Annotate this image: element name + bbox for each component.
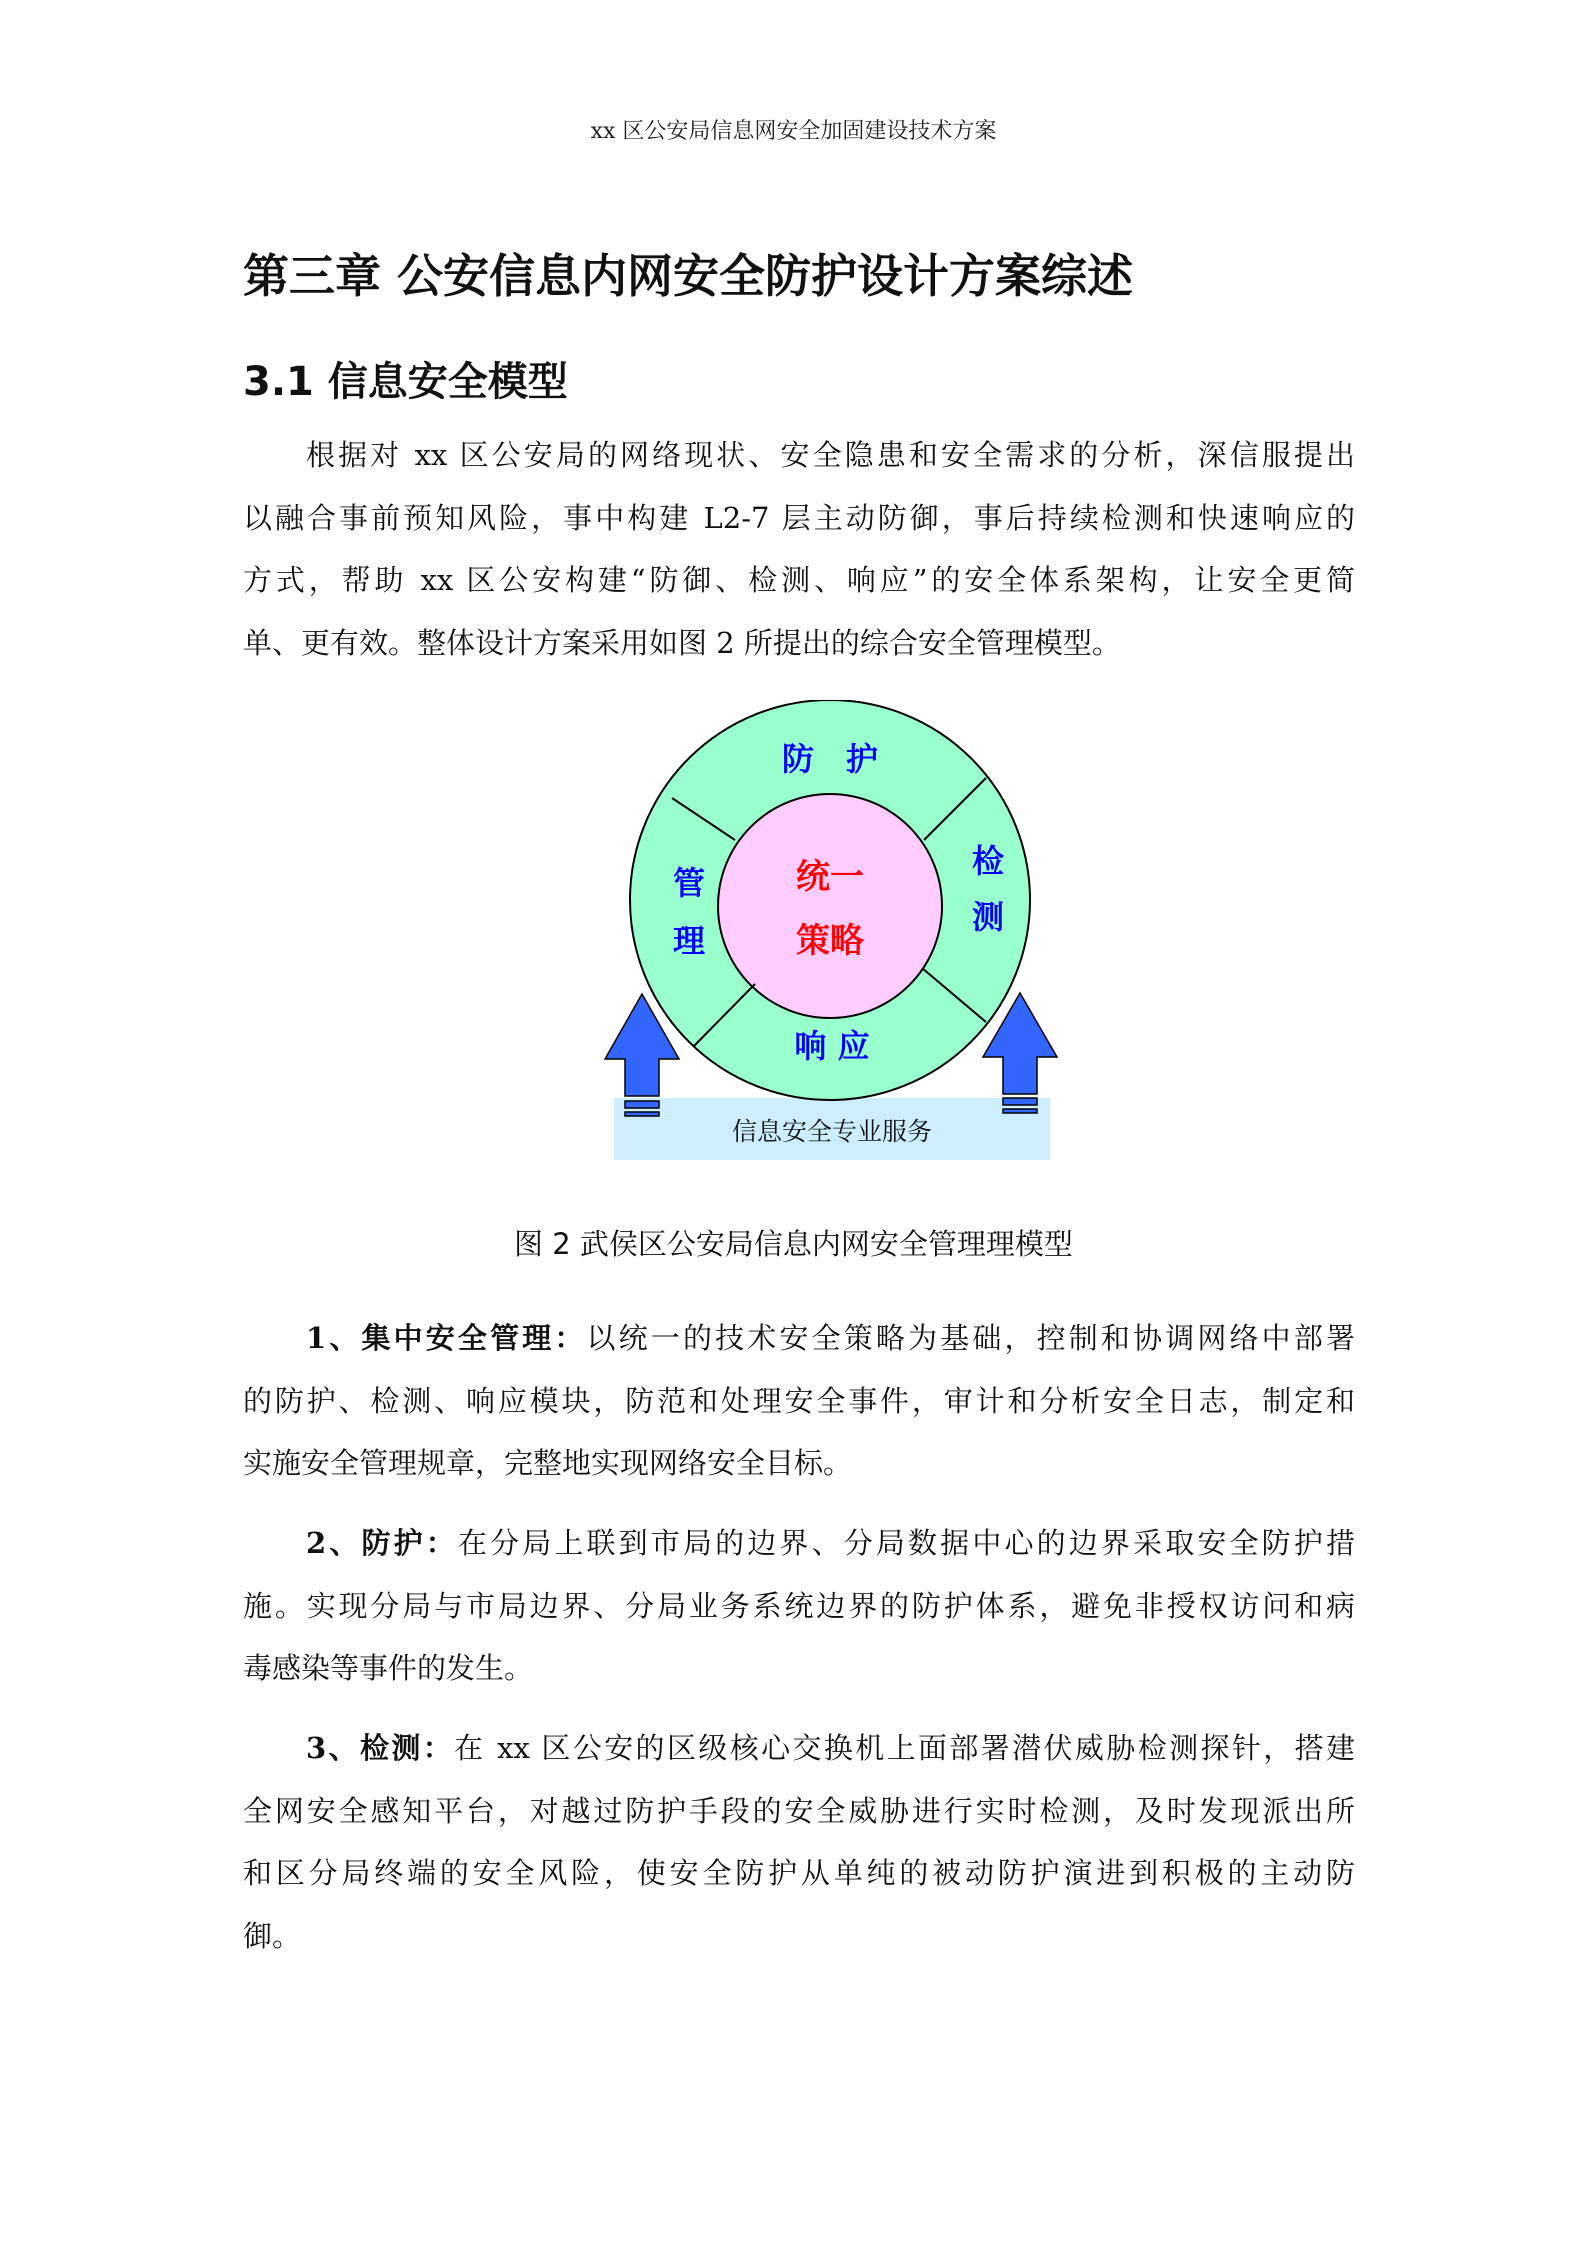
label-protect: 防 护 xyxy=(781,740,879,778)
label-detect-1: 检 xyxy=(971,842,1005,880)
page-header: xx 区公安局信息网安全加固建设技术方案 xyxy=(590,119,997,144)
text-line: 和区分局终端的安全风险，使安全防护从单纯的被动防护演进到积极的主动防 xyxy=(243,1856,1355,1890)
text-line xyxy=(243,1717,1355,1780)
text-line xyxy=(243,1512,1355,1575)
center-label-unified: 统一 xyxy=(796,857,864,897)
left-arrow-bar xyxy=(625,1101,659,1108)
text-line: 御。 xyxy=(243,1918,302,1953)
text-line: 单、更有效。整体设计方案采用如图 2 所提出的综合安全管理模型。 xyxy=(243,625,1121,660)
item-text: 以统一的技术安全策略为基础，控制和协调网络中部署 xyxy=(586,1321,1355,1355)
item-lead: 2、防护： xyxy=(306,1526,458,1560)
item-detect xyxy=(243,1717,1355,1967)
text-line: 毒感染等事件的发生。 xyxy=(243,1651,534,1685)
item-management xyxy=(243,1307,1355,1495)
center-circle xyxy=(718,794,942,1018)
item-text: 在分局上联到市局的边界、分局数据中心的边界采取安全防护措 xyxy=(457,1526,1355,1560)
security-model-diagram xyxy=(600,700,1100,1180)
label-manage-1: 管 xyxy=(672,864,706,902)
right-arrow-bar xyxy=(1003,1109,1037,1113)
intro-paragraph xyxy=(243,424,1355,674)
text-line: 全网安全感知平台，对越过防护手段的安全威胁进行实时检测，及时发现派出所 xyxy=(243,1793,1355,1828)
item-lead: 1、集中安全管理： xyxy=(306,1321,587,1355)
figure-caption: 图 2 武侯区公安局信息内网安全管理理模型 xyxy=(514,1227,1073,1261)
left-arrow-bar xyxy=(625,1112,659,1116)
item-text: 在 xx 区公安的区级核心交换机上面部署潜伏威胁检测探针，搭建 xyxy=(454,1731,1355,1765)
label-respond: 响 应 xyxy=(794,1027,870,1065)
base-service-label: 信息安全专业服务 xyxy=(731,1117,933,1146)
section-title: 3.1 信息安全模型 xyxy=(243,359,568,405)
right-arrow-bar xyxy=(1003,1098,1037,1105)
label-detect-2: 测 xyxy=(971,898,1005,936)
text-line: 的防护、检测、响应模块，防范和处理安全事件，审计和分析安全日志，制定和 xyxy=(243,1383,1355,1418)
text-line: 以融合事前预知风险，事中构建 L2-7 层主动防御，事后持续检测和快速响应的 xyxy=(243,500,1355,535)
center-label-strategy: 策略 xyxy=(796,921,864,961)
text-line: 实施安全管理规章，完整地实现网络安全目标。 xyxy=(243,1446,853,1480)
text-line: 方式，帮助 xx 区公安构建“防御、检测、响应”的安全体系架构，让安全更简 xyxy=(243,563,1355,597)
chapter-title: 第三章 公安信息内网安全防护设计方案综述 xyxy=(243,249,1134,303)
label-manage-2: 理 xyxy=(672,922,706,960)
text-line: 施。实现分局与市局边界、分局业务系统边界的防护体系，避免非授权访问和病 xyxy=(243,1588,1355,1623)
text-line: 根据对 xx 区公安局的网络现状、安全隐患和安全需求的分析，深信服提出 xyxy=(306,438,1355,472)
text-line xyxy=(243,1307,1355,1370)
item-lead: 3、检测： xyxy=(306,1731,455,1765)
item-protect xyxy=(243,1512,1355,1700)
